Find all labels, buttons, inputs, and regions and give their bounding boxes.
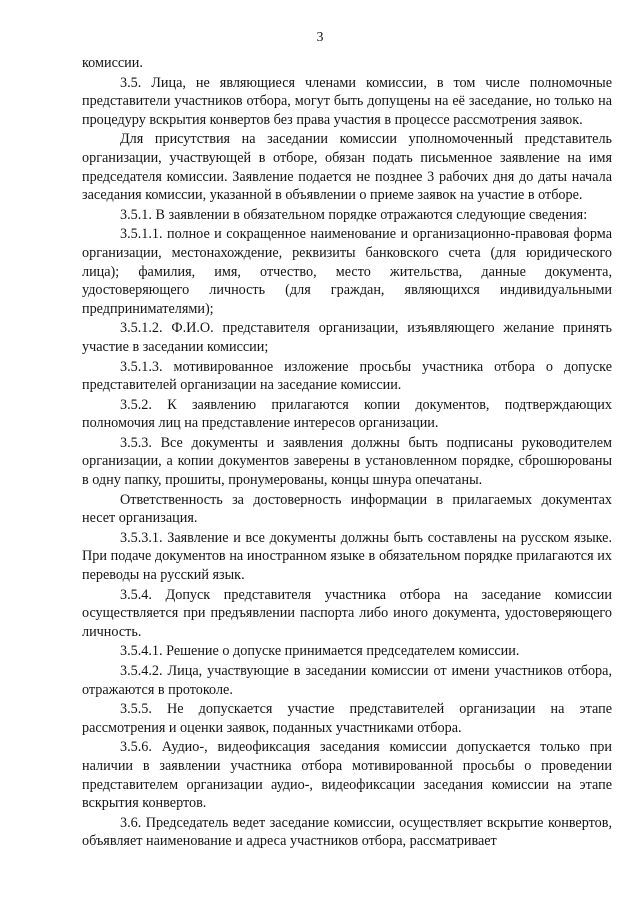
paragraph-3-5-1-3: 3.5.1.3. мотивированное изложение просьбы участника отбора о допуске представителей организации на заседание комиссии.: [82, 358, 612, 394]
paragraph-3-5-4-2: 3.5.4.2. Лица, участвующие в заседании комиссии от имени участников отбора, отражаются в протоколе.: [82, 663, 612, 698]
paragraph-attendance: Для присутствия на заседании комиссии уполномоченный представитель организации, участвующей в отборе, обязан подать письменное заявление на имя председателя комиссии. Заявление подается не позднее 3 рабочих дня до даты начала заседания комиссии, указанной в объявлении о приеме заявок на участие в отборе.: [82, 131, 612, 204]
paragraph-responsibility: Ответственность за достоверность информации в прилагаемых документах несет организация.: [82, 491, 612, 527]
paragraph-3-5-1-1: 3.5.1.1. полное и сокращенное наименование и организационно-правовая форма организации, местонахождение, реквизиты банковского счета (для юридического лица); фамилия, имя, отчество, место жительства, данные документа, удостоверяющего личность (для граждан, являющихся индивидуальными предпринимателями);: [82, 226, 612, 317]
paragraph-3-6: 3.6. Председатель ведет заседание комиссии, осуществляет вскрытие конвертов, объявляет наименование и адреса участников отбора, рассматривает: [82, 814, 612, 850]
page-number: 3: [316, 30, 324, 45]
paragraph-3-5-1-2: 3.5.1.2. Ф.И.О. представителя организации, изъявляющего желание принять участие в заседании комиссии;: [82, 320, 612, 355]
paragraph-3-5-4: 3.5.4. Допуск представителя участника отбора на заседание комиссии осуществляется при предъявлении паспорта либо иного документа, удостоверяющего личность.: [82, 586, 612, 640]
paragraph-3-5: 3.5. Лица, не являющиеся членами комиссии, в том числе полномочные представители участников отбора, могут быть допущены на её заседание, но только на процедуру вскрытия конвертов без права участия в процессе рассмотрения заявок.: [82, 74, 612, 128]
paragraph-3-5-4-1: 3.5.4.1. Решение о допуске принимается председателем комиссии.: [120, 643, 520, 660]
paragraph-3-5-1: 3.5.1. В заявлении в обязательном порядке отражаются следующие сведения:: [120, 206, 588, 223]
paragraph-3-5-3: 3.5.3. Все документы и заявления должны быть подписаны руководителем организации, а копии документов заверены в установленном порядке, сброшюрованы в одну папку, прошиты, пронумерованы, концы шнура опечатаны.: [82, 434, 612, 489]
document-body: [82, 54, 612, 852]
paragraph-3-5-2: 3.5.2. К заявлению прилагаются копии документов, подтверждающих полномочия лиц на представление интересов организации.: [82, 396, 612, 432]
paragraph-3-5-5: 3.5.5. Не допускается участие представителей организации на этапе рассмотрения и оценки заявок, поданных участниками отбора.: [82, 701, 612, 736]
paragraph-3-5-3-1: 3.5.3.1. Заявление и все документы должны быть составлены на русском языке. При подаче документов на иностранном языке в обязательном порядке прилагаются их переводы на русский язык.: [82, 529, 612, 584]
paragraph-3-5-6: 3.5.6. Аудио-, видеофиксация заседания комиссии допускается только при наличии в заявлении участника отбора мотивированной просьбы о проведении представителем организации аудио-, видеофиксации заседания комиссии на этапе вскрытия конвертов.: [82, 739, 612, 812]
paragraph-continuation: комиссии.: [82, 55, 143, 71]
